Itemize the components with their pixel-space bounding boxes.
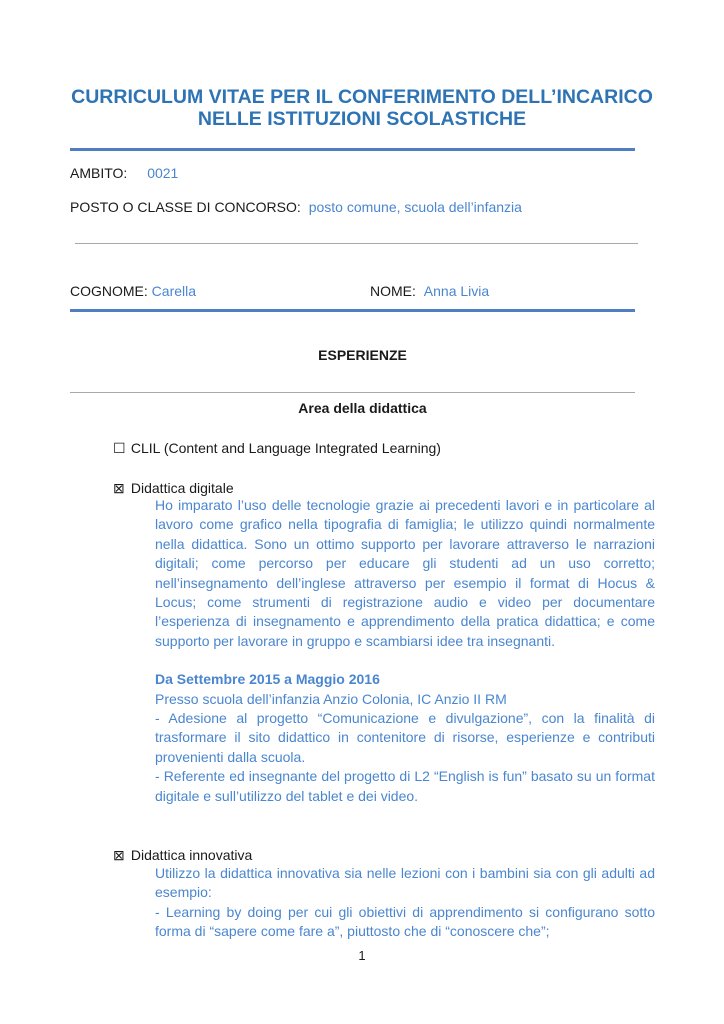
innovativa-item bbox=[113, 846, 252, 864]
checkbox-empty-icon: ☐ bbox=[113, 440, 126, 456]
digitale-point-1: - Adesione al progetto “Comunicazione e divulgazione”, con la finalità di trasformare il sito didattico in contenitore di risorse, esperienze e contributi provenienti dalla scuola. bbox=[155, 710, 655, 765]
digitale-point-2: - Referente ed insegnante del progetto di L2 “English is fun” basato su un format digitale e sull’utilizzo del tablet e dei video. bbox=[155, 768, 655, 804]
cognome-label: COGNOME: bbox=[70, 283, 148, 299]
digitale-place: Presso scuola dell’infanzia Anzio Colonia, IC Anzio II RM bbox=[155, 690, 507, 707]
innovativa-point-1: - Learning by doing per cui gli obiettivi di apprendimento si configurano sotto forma di “sapere come fare a”, piuttosto che di “conoscere che”; bbox=[155, 903, 655, 940]
cognome-value: Carella bbox=[151, 283, 197, 299]
nome-label: NOME: bbox=[370, 283, 416, 299]
innovativa-description: Utilizzo la didattica innovativa sia nelle lezioni con i bambini sia con gli adulti ad esempio: bbox=[155, 865, 655, 901]
nome-row bbox=[370, 282, 489, 300]
innovativa-label: Didattica innovativa bbox=[130, 847, 253, 863]
posto-value: posto comune, scuola dell’infanzia bbox=[308, 199, 522, 215]
checkbox-checked-icon: ⊠ bbox=[113, 480, 125, 496]
digitale-item bbox=[113, 479, 234, 497]
page-number: 1 bbox=[358, 948, 366, 963]
posto-label: POSTO O CLASSE DI CONCORSO: bbox=[70, 199, 301, 215]
ambito-label: AMBITO: bbox=[70, 165, 128, 181]
title-divider bbox=[70, 148, 635, 151]
area-heading: Area della didattica bbox=[298, 400, 427, 416]
digitale-period: Da Settembre 2015 a Maggio 2016 bbox=[155, 671, 380, 688]
ambito-value: 0021 bbox=[147, 165, 179, 181]
section-divider bbox=[70, 392, 635, 393]
clil-label: CLIL (Content and Language Integrated Learning) bbox=[130, 440, 441, 456]
nome-value: Anna Livia bbox=[423, 283, 490, 299]
document-title bbox=[60, 86, 664, 130]
posto-row bbox=[70, 198, 522, 216]
title-line-2: NELLE ISTITUZIONI SCOLASTICHE bbox=[197, 108, 527, 130]
innovativa-content bbox=[155, 864, 655, 942]
checkbox-checked-icon: ⊠ bbox=[113, 847, 125, 863]
section-heading: ESPERIENZE bbox=[318, 347, 407, 363]
ambito-row bbox=[70, 164, 178, 182]
digitale-description: Ho imparato l’uso delle tecnologie grazie ai precedenti lavori e in particolare al lavoro come grafico nella tipografia di famiglia; le utilizzo quindi normalmente nella didattica. Sono un ottimo supporto per lavorare attraverso le narrazioni digitali; come percorso per educare gli studenti ad un uso corretto; nell’insegnamento dell’inglese attraverso per esempio il format di Hocus & Locus; come strumenti di registrazione audio e video per documentare l’esperienza di insegnamento e apprendimento della pratica didattica; e come supporto per lavorare in gruppo e scambiarsi idee tra insegnanti. bbox=[155, 497, 655, 649]
cognome-row bbox=[70, 282, 196, 300]
clil-item bbox=[113, 439, 441, 457]
digitale-label: Didattica digitale bbox=[130, 480, 234, 496]
header-divider bbox=[75, 243, 638, 244]
title-line-1: CURRICULUM VITAE PER IL CONFERIMENTO DELL’INCARICO bbox=[71, 86, 653, 108]
digitale-content bbox=[155, 496, 655, 806]
name-divider bbox=[70, 309, 635, 312]
